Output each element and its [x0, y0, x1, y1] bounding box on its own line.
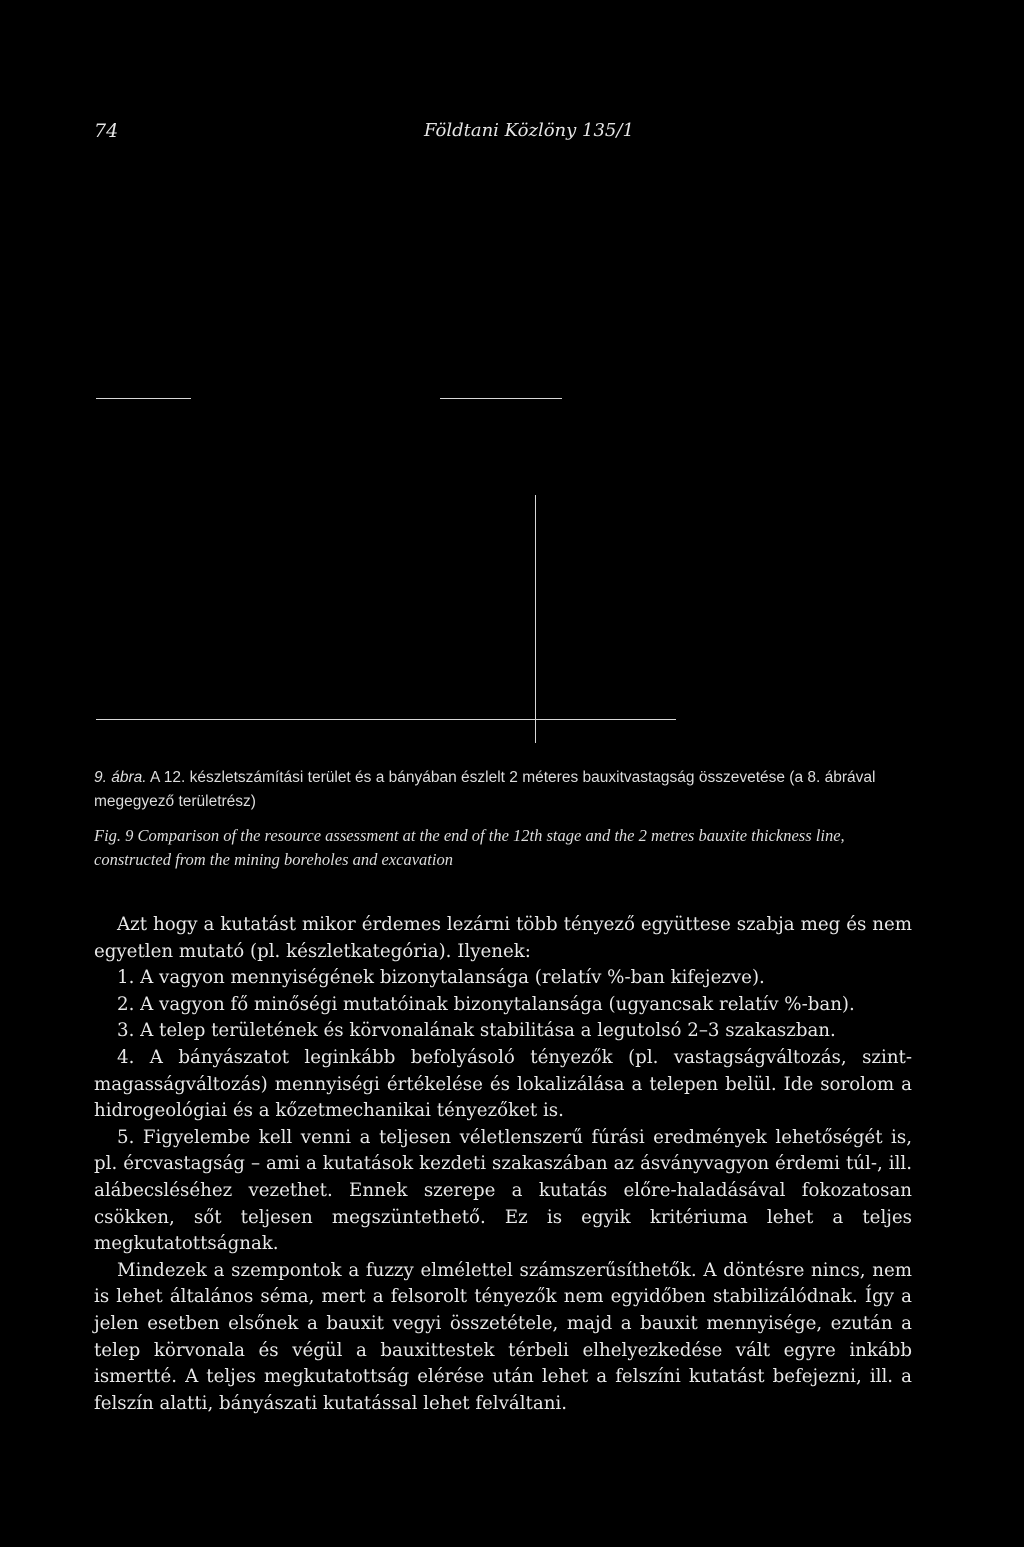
figure-line-vertical — [535, 495, 536, 743]
list-item-5: 5. Figyelembe kell venni a teljesen véletlenszerű fúrási eredmények lehetőségét is, pl. ércvastagság – ami a kutatások kezdeti szakaszában az ásványvagyon érdemi túl-, ill. alábecsléséhez vezethet. Ennek szerepe a kutatás előre-haladásával fokozatosan csökken, sőt teljesen megszüntethető. Ez is egyik kritériuma lehet a teljes megkutatottságnak. — [94, 1126, 912, 1255]
list-item-2: 2. A vagyon fő minőségi mutatóinak bizonytalansága (ugyancsak relatív %-ban). — [117, 993, 855, 1015]
intro-paragraph: Azt hogy a kutatást mikor érdemes lezárni több tényező együttese szabja meg és nem egyetlen mutató (pl. készletkategória). Ilyenek: — [94, 914, 912, 962]
figure-line-bottom — [96, 719, 676, 720]
list-item-1: 1. A vagyon mennyiségének bizonytalansága (relatív %-ban kifejezve). — [117, 967, 765, 989]
figure-line-top-right — [440, 398, 562, 399]
closing-paragraph: Mindezek a szempontok a fuzzy elmélettel számszerűsíthetők. A döntésre nincs, nem is lehet általános séma, mert a felsorolt tényezők nem egyidőben stabilizálódnak. Így a jelen esetben elsőnek a bauxit vegyi összetétele, majd a bauxit mennyisége, ezután a telep körvonala és végül a bauxittestek térbeli elhelyezkedése vált egyre inkább ismertté. A teljes megkutatottság elérése után lehet a felszíni kutatást befejezni, ill. a felszín alatti, bányászati kutatással lehet felváltani. — [94, 1259, 912, 1414]
caption-en-text: 9 Comparison of the resource assessment at the end of the 12th stage and the 2 metres bauxite thickness line, constructed from the mining boreholes and excavation — [94, 826, 845, 869]
figure-caption-en — [94, 824, 914, 872]
journal-title: Földtani Közlöny 135/1 — [424, 120, 634, 141]
figure-line-top-left — [96, 398, 191, 399]
caption-hu-text: A 12. készletszámítási terület és a bányában észlelt 2 méteres bauxitvastagság összevetése (a 8. ábrával megegyező területrész) — [94, 769, 876, 810]
caption-en-label: Fig. — [94, 826, 122, 845]
figure-caption-hu — [94, 766, 914, 814]
page-number: 74 — [94, 120, 119, 142]
body-text — [94, 912, 912, 1417]
caption-hu-label: 9. ábra. — [94, 769, 147, 786]
list-item-4: 4. A bányászatot leginkább befolyásoló tényezők (pl. vastagságváltozás, szint-magasságváltozás) mennyiségi értékelése és lokalizálása a telepen belül. Ide sorolom a hidrogeológiai és a kőzetmechanikai tényezőket is. — [94, 1046, 912, 1122]
list-item-3: 3. A telep területének és körvonalának stabilitása a legutolsó 2–3 szakaszban. — [117, 1020, 836, 1042]
